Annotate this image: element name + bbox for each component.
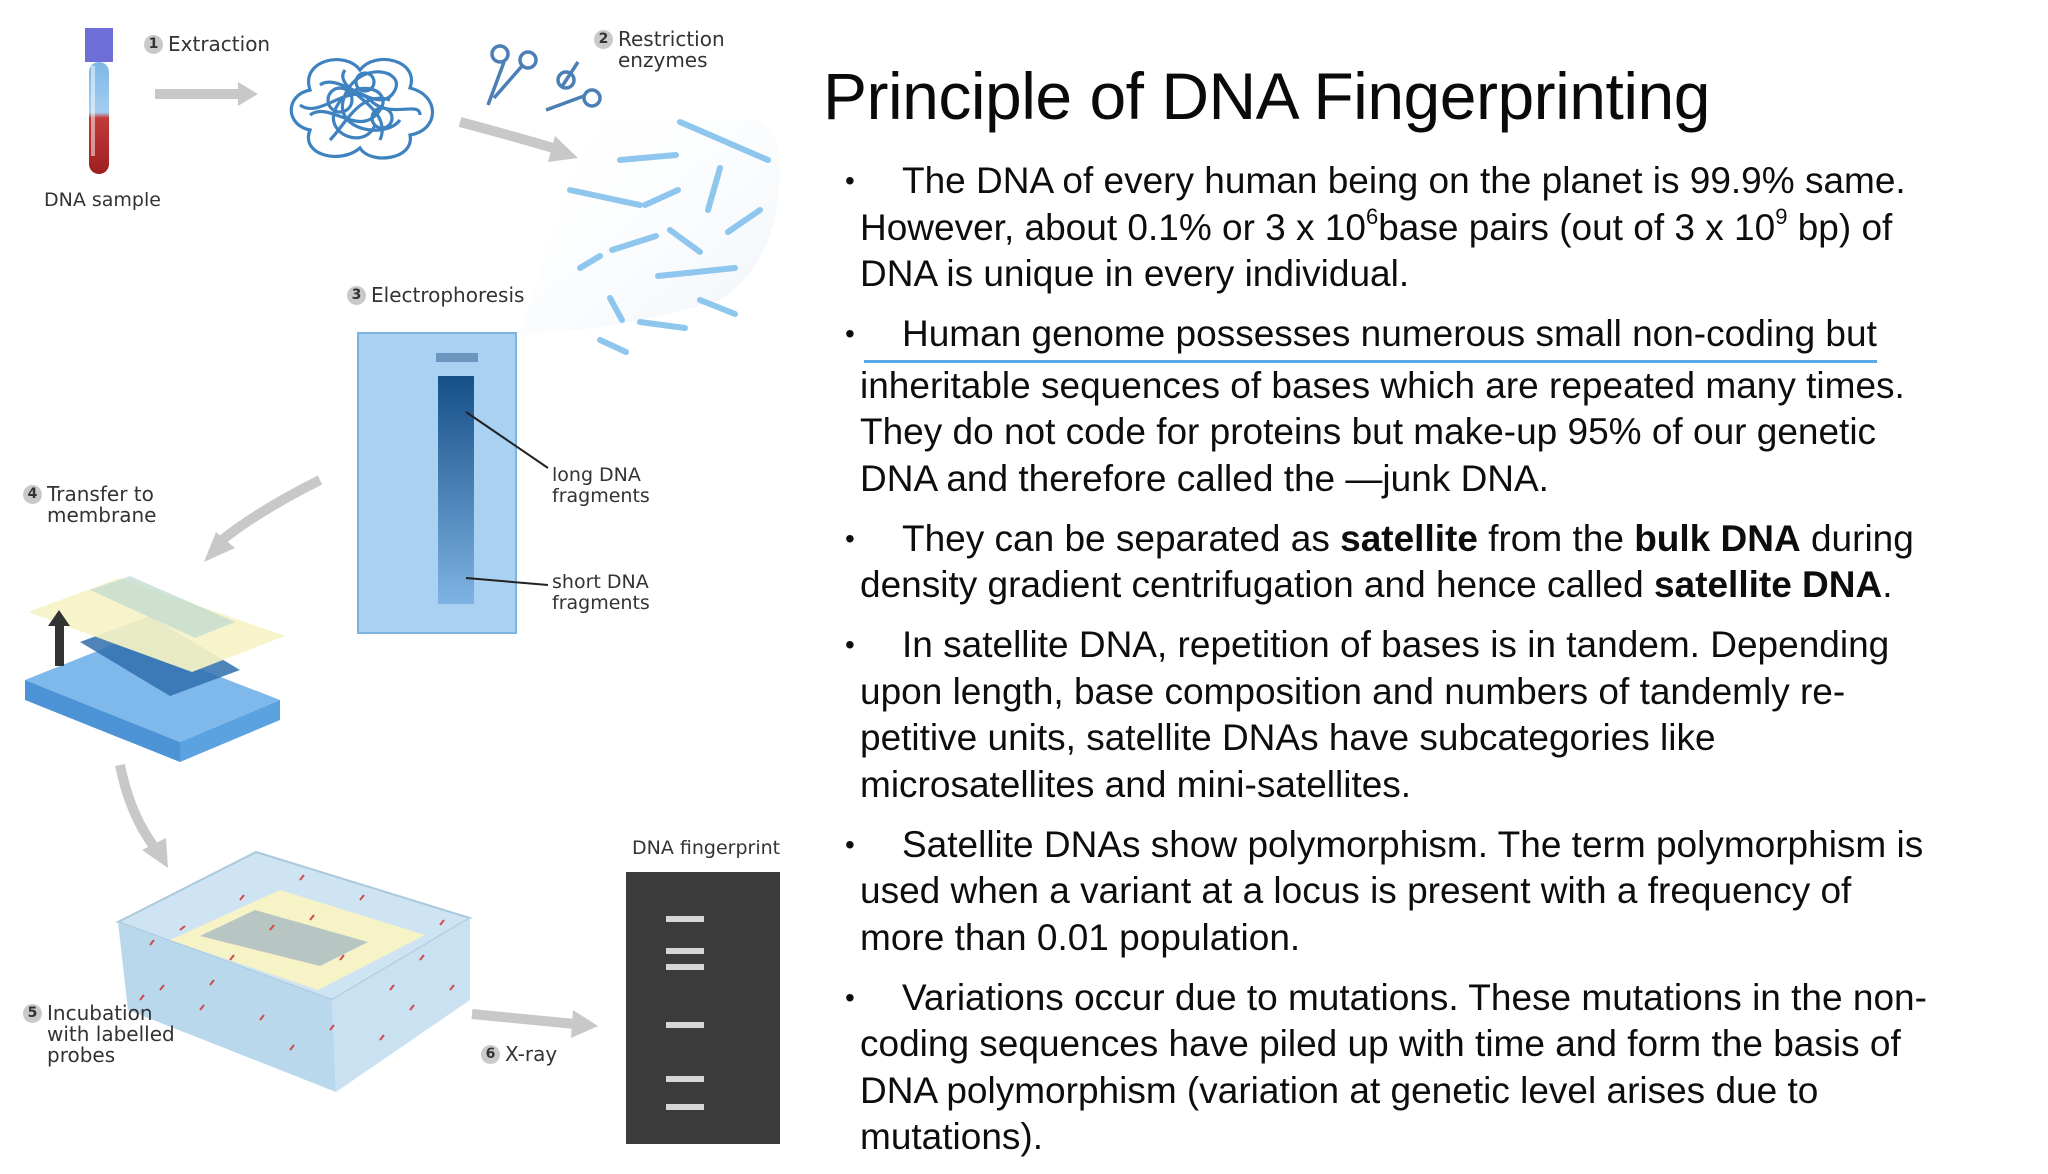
bullet-item <box>845 158 2032 298</box>
bullet-line: DNA is unique in every individual. <box>860 253 1410 294</box>
bullet-line: density gradient centrifugation and hence called satellite DNA. <box>860 564 1893 605</box>
long-fragments-label: long DNA fragments <box>552 464 650 507</box>
bullet-line: DNA and therefore called the ―junk DNA. <box>860 457 1549 499</box>
bullet-line: more than 0.01 population. <box>860 916 1301 958</box>
bullet-line: upon length, base composition and numbers of tandemly re- <box>860 670 1846 712</box>
bullet-dot: • <box>845 629 855 660</box>
bullet-line: In satellite DNA, repetition of bases is in tandem. Depending <box>902 624 1890 665</box>
arrow-extraction <box>155 82 258 106</box>
step-6-xray <box>481 1044 557 1065</box>
bullet-dot: • <box>845 981 855 1013</box>
step-number: 3 <box>347 286 366 305</box>
step-label-line2: membrane <box>47 503 157 527</box>
arrow-restriction <box>460 122 578 162</box>
step-number: 4 <box>23 485 42 504</box>
bullet-dot: • <box>845 318 855 349</box>
bullet-line: inheritable sequences of bases which are repeated many times. <box>860 364 1905 406</box>
arrow-transfer <box>204 480 320 562</box>
step-3-electrophoresis <box>347 285 524 306</box>
dna-fingerprinting-diagram <box>0 0 800 1152</box>
step-label: Electrophoresis <box>371 283 525 307</box>
arrow-incubation <box>120 765 168 868</box>
electrophoresis-gel <box>358 333 548 633</box>
bullet-line <box>902 311 2032 363</box>
bullet-item <box>845 822 2032 962</box>
step-label-line1: Incubation <box>47 1001 153 1025</box>
bullet-line: DNA polymorphism (variation at genetic level arises due to <box>860 1069 1819 1111</box>
dna-sample-label: DNA sample <box>44 189 161 211</box>
step-label-line2: enzymes <box>618 48 708 72</box>
step-5-incubation <box>23 1003 175 1066</box>
xray-film <box>626 872 780 1144</box>
bullet-item <box>845 975 2032 1161</box>
bullet-item <box>845 311 2032 502</box>
bullet-item <box>845 622 2032 808</box>
bullet-line: Satellite DNAs show polymorphism. The term polymorphism is <box>902 823 1924 865</box>
arrow-xray <box>472 1010 598 1038</box>
bullet-line: The DNA of every human being on the planet is 99.9% same. <box>902 160 1906 201</box>
bullet-line: However, about 0.1% or 3 x $10^6base$ pairs (out of 3 x $10^9$ bp) of <box>860 203 1893 248</box>
membrane-transfer <box>25 576 285 762</box>
step-1-extraction <box>144 34 270 55</box>
bullet-line: They do not code for proteins but make-up 95% of our genetic <box>860 411 1877 452</box>
bullet-line: Variations occur due to mutations. These mutations in the non- <box>902 976 1927 1018</box>
bullet-line: microsatellites and mini-satellites. <box>860 763 1412 805</box>
bullet-list <box>845 158 2032 1174</box>
step-label-line3: probes <box>47 1043 116 1067</box>
step-number: 1 <box>144 35 163 54</box>
step-number: 6 <box>481 1045 500 1064</box>
underlined-text: Human genome possesses numerous small non-coding but <box>864 311 1877 363</box>
step-2-restriction-enzymes <box>594 29 725 71</box>
bullet-line: used when a variant at a locus is present with a frequency of <box>860 870 1852 911</box>
dna-tangle-icon <box>291 60 432 158</box>
step-number: 2 <box>594 30 613 49</box>
bullet-line: petitive units, satellite DNAs have subcategories like <box>860 717 1716 758</box>
dna-fingerprint-label: DNA fingerprint <box>632 837 781 859</box>
bullet-line: mutations). <box>860 1116 1044 1157</box>
step-label: Extraction <box>168 32 271 56</box>
bullet-line: They can be separated as satellite from the bulk DNA during <box>902 517 1914 559</box>
bullet-dot: • <box>845 165 855 196</box>
step-4-transfer <box>23 484 156 526</box>
bullet-dot: • <box>845 522 855 554</box>
step-label-line2: with labelled <box>47 1022 175 1046</box>
step-label-line1: Transfer to <box>47 482 154 506</box>
bullet-dot: • <box>845 828 855 860</box>
step-number: 5 <box>23 1004 42 1023</box>
slide-title: Principle of DNA Fingerprinting <box>823 59 1710 133</box>
step-label: X-ray <box>505 1042 558 1066</box>
bullet-item <box>845 516 2032 609</box>
bullet-line: coding sequences have piled up with time and form the basis of <box>860 1023 1901 1064</box>
process-illustration <box>0 0 800 1152</box>
test-tube-icon <box>85 28 113 174</box>
short-fragments-label: short DNA fragments <box>552 571 650 614</box>
step-label-line1: Restriction <box>618 27 725 51</box>
scissors-icon <box>488 46 600 110</box>
